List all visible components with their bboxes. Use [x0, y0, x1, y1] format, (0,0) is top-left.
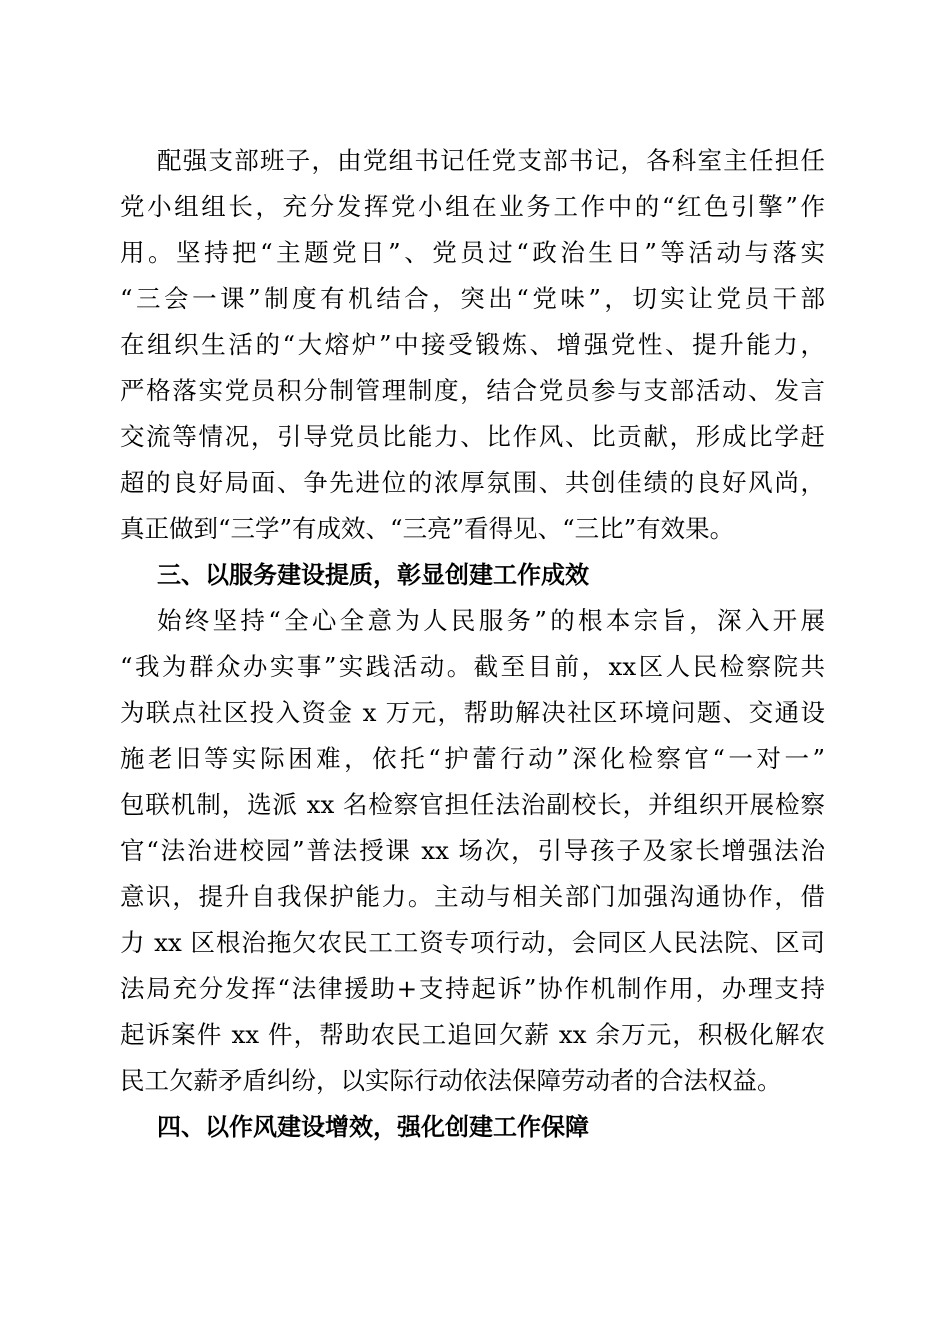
paragraph-line: “我为群众办实事”实践活动。截至目前，xx区人民检察院共 — [120, 652, 825, 681]
section-heading: 三、以服务建设提质，彰显创建工作成效 — [157, 561, 589, 589]
paragraph-line: 施老旧等实际困难，依托“护蕾行动”深化检察官“一对一” — [120, 744, 825, 773]
paragraph-line: 交流等情况，引导党员比能力、比作风、比贡献，形成比学赶 — [120, 422, 825, 451]
paragraph-line: 党小组组长，充分发挥党小组在业务工作中的“红色引擎”作 — [120, 192, 825, 221]
paragraph-line: 包联机制，选派 xx 名检察官担任法治副校长，并组织开展检察 — [120, 790, 825, 819]
paragraph-line: 意识，提升自我保护能力。主动与相关部门加强沟通协作，借 — [120, 882, 825, 911]
paragraph-line: 力 xx 区根治拖欠农民工工资专项行动，会同区人民法院、区司 — [120, 928, 825, 957]
paragraph-line: 用。坚持把“主题党日”、党员过“政治生日”等活动与落实 — [120, 238, 825, 267]
paragraph-line: 在组织生活的“大熔炉”中接受锻炼、增强党性、提升能力， — [120, 330, 825, 359]
paragraph-line: 为联点社区投入资金 x 万元，帮助解决社区环境问题、交通设 — [120, 698, 825, 727]
paragraph-line: 起诉案件 xx 件，帮助农民工追回欠薪 xx 余万元，积极化解农 — [120, 1020, 825, 1049]
paragraph-line: 民工欠薪矛盾纠纷，以实际行动依法保障劳动者的合法权益。 — [120, 1066, 782, 1095]
paragraph-line: 超的良好局面、争先进位的浓厚氛围、共创佳绩的良好风尚， — [120, 468, 825, 497]
paragraph-line: 官“法治进校园”普法授课 xx 场次，引导孩子及家长增强法治 — [120, 836, 825, 865]
paragraph-line: 法局充分发挥“法律援助+支持起诉”协作机制作用，办理支持 — [120, 974, 825, 1003]
section-heading: 四、以作风建设增效，强化创建工作保障 — [157, 1113, 589, 1141]
paragraph-line: 配强支部班子，由党组书记任党支部书记，各科室主任担任 — [157, 146, 825, 175]
paragraph-line: 严格落实党员积分制管理制度，结合党员参与支部活动、发言 — [120, 376, 825, 405]
paragraph-line: 始终坚持“全心全意为人民服务”的根本宗旨，深入开展 — [157, 606, 825, 635]
paragraph-line: 真正做到“三学”有成效、“三亮”看得见、“三比”有效果。 — [120, 514, 735, 543]
paragraph-line: “三会一课”制度有机结合，突出“党味”，切实让党员干部 — [120, 284, 825, 313]
